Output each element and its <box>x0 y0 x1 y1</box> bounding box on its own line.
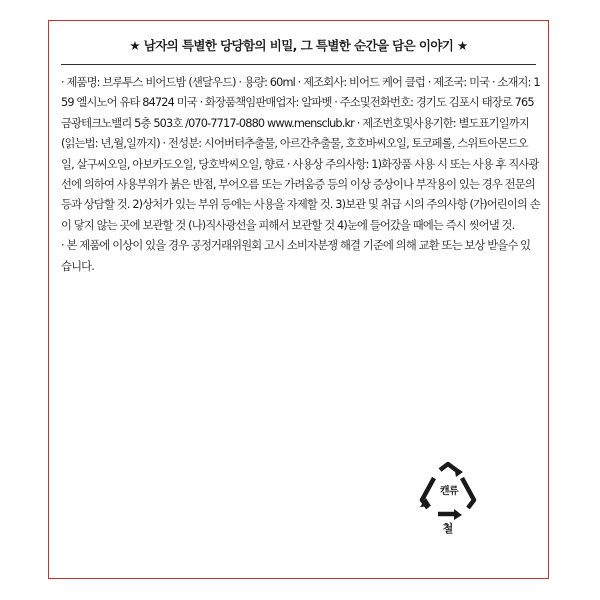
title-divider <box>61 64 536 65</box>
page-title: ★ 남자의 특별한 당당함의 비밀, 그 특별한 순간을 담은 이야기 ★ <box>129 38 468 53</box>
recycle-category-label: 캔류 <box>439 486 459 497</box>
product-info-text <box>61 73 540 277</box>
product-info-paragraph: · 본 제품에 이상이 있을 경우 공정거래위원회 고시 소비자분쟁 해결 기준에 의해 교환 또는 보상 받을수 있습니다. <box>61 239 531 273</box>
recycle-material-label: 철 <box>442 522 454 535</box>
product-info-paragraph: · 제품명: 브루투스 비어드밤 (샌달우드) · 용량: 60ml · 제조회사: 비어드 케어 클럽 · 제조국: 미국 · 소재지: 159 엘시노어 유타 84724 미국 · 화장품책임판매업자: 알파벳 · 주소및전화번호: 경기도 김포시 태장로 765 금광테크노밸리 5층 503호 /070-7717-0880 www.mensclub.kr · 제조번호및사용기한: 별도표기일까지(읽는법: 년,월,일까지) · 전성분: 시어버터추출물, 아르간추출물, 호호바씨오일, 토코페롤, 스위트아몬드오일, 살구씨오일, 아보카도오일, 당호박씨오일, 향료 · 사용상 주의사항: 1)화장품 사용 시 또는 사용 후 직사광선에 의하여 사용부위가 붉은 반점, 부어오름 또는 가려움증 등의 이상 증상이나 부작용이 있는 경우 전문의 등과 상담할 것. 2)상처가 있는 부위 등에는 사용을 자제할 것. 3)보관 및 취급 시의 주의사항 (가)어린이의 손이 닿지 않는 곳에 보관할 것 (나)직사광선을 피해서 보관할 것 4)눈에 들어갔을 때에는 즉시 씻어낼 것. <box>61 76 540 232</box>
recycle-mark <box>416 460 480 520</box>
